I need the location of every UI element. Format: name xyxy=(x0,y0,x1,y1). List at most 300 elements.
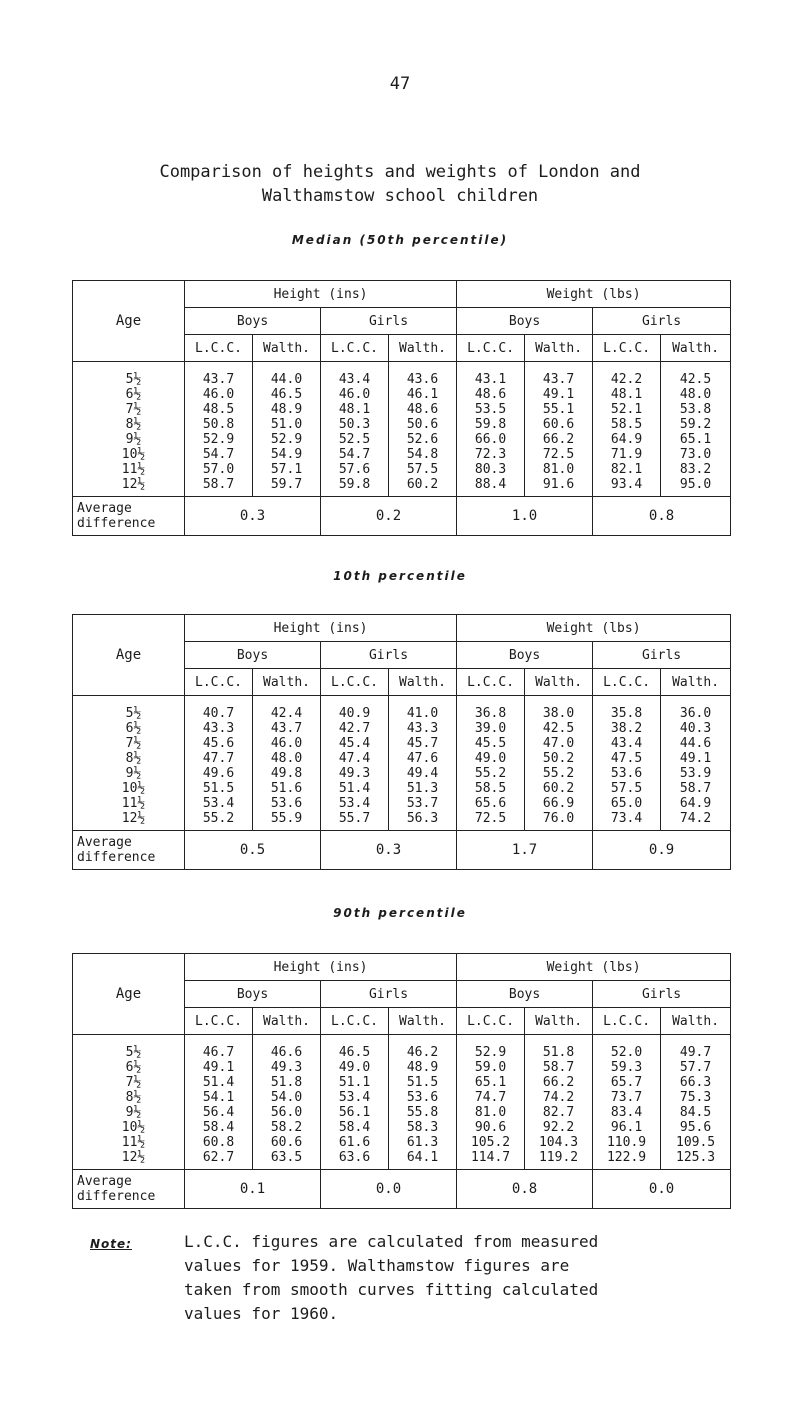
value-cell: 47.6 xyxy=(406,751,439,766)
value-cell: 44.6 xyxy=(679,736,712,751)
value-cell: 53.4 xyxy=(338,1090,371,1105)
lcc-header: L.C.C. xyxy=(457,335,525,362)
lcc-header: L.C.C. xyxy=(593,669,661,696)
age-value: 7½ xyxy=(125,736,142,751)
age-value: 5½ xyxy=(125,372,142,387)
value-cell: 65.7 xyxy=(610,1075,643,1090)
value-cell: 74.7 xyxy=(474,1090,507,1105)
walth-header: Walth. xyxy=(389,335,457,362)
value-cell: 35.8 xyxy=(610,706,643,721)
age-value: 11½ xyxy=(121,1135,146,1150)
note-line-3: taken from smooth curves fitting calculated xyxy=(184,1280,599,1299)
value-cell: 72.5 xyxy=(474,811,507,826)
weight-girls-header: Girls xyxy=(593,642,731,669)
average-difference-row xyxy=(73,831,731,870)
value-cell: 38.0 xyxy=(542,706,575,721)
value-cell: 65.1 xyxy=(679,432,712,447)
value-cell: 65.0 xyxy=(610,796,643,811)
age-value: 10½ xyxy=(121,781,146,796)
height-boys-header: Boys xyxy=(185,308,321,335)
value-cell: 51.0 xyxy=(270,417,303,432)
value-cell: 59.0 xyxy=(474,1060,507,1075)
age-value: 10½ xyxy=(121,447,146,462)
weight-header: Weight (lbs) xyxy=(457,954,731,981)
average-difference-row xyxy=(73,1170,731,1209)
value-cell: 58.4 xyxy=(202,1120,235,1135)
value-cell: 43.7 xyxy=(542,372,575,387)
average-difference-label: Average difference xyxy=(73,497,185,536)
height-boys-header: Boys xyxy=(185,981,321,1008)
value-cell: 55.1 xyxy=(542,402,575,417)
value-cell: 51.5 xyxy=(202,781,235,796)
p90-caption: 90th percentile xyxy=(333,906,467,920)
average-difference-value: 1.7 xyxy=(457,831,593,870)
value-cell: 53.5 xyxy=(474,402,507,417)
age-value: 12½ xyxy=(121,477,146,492)
header-row-measure xyxy=(73,954,731,981)
value-cell: 93.4 xyxy=(610,477,643,492)
value-cell: 46.7 xyxy=(202,1045,235,1060)
walth-header: Walth. xyxy=(253,335,321,362)
value-column xyxy=(321,362,389,497)
value-cell: 53.6 xyxy=(270,796,303,811)
value-cell: 36.0 xyxy=(679,706,712,721)
value-cell: 49.0 xyxy=(474,751,507,766)
value-column xyxy=(593,362,661,497)
average-difference-label: Average difference xyxy=(73,831,185,870)
p90-table xyxy=(72,953,731,1209)
age-value: 6½ xyxy=(125,387,142,402)
lcc-header: L.C.C. xyxy=(593,335,661,362)
walth-header: Walth. xyxy=(661,335,731,362)
value-cell: 58.5 xyxy=(610,417,643,432)
value-cell: 45.5 xyxy=(474,736,507,751)
value-cell: 65.6 xyxy=(474,796,507,811)
value-cell: 55.8 xyxy=(406,1105,439,1120)
walth-header: Walth. xyxy=(661,1008,731,1035)
value-cell: 52.6 xyxy=(406,432,439,447)
height-girls-header: Girls xyxy=(321,308,457,335)
value-cell: 54.7 xyxy=(338,447,371,462)
lcc-header: L.C.C. xyxy=(185,1008,253,1035)
value-cell: 122.9 xyxy=(606,1150,647,1165)
age-value: 9½ xyxy=(125,1105,142,1120)
value-cell: 64.9 xyxy=(610,432,643,447)
age-header: Age xyxy=(73,281,185,362)
value-cell: 60.8 xyxy=(202,1135,235,1150)
value-cell: 51.4 xyxy=(202,1075,235,1090)
value-cell: 58.5 xyxy=(474,781,507,796)
average-difference-value: 0.1 xyxy=(185,1170,321,1209)
value-cell: 82.7 xyxy=(542,1105,575,1120)
value-column xyxy=(253,696,321,831)
value-cell: 46.0 xyxy=(270,736,303,751)
average-difference-label: Average difference xyxy=(73,1170,185,1209)
height-boys-header: Boys xyxy=(185,642,321,669)
value-cell: 55.9 xyxy=(270,811,303,826)
value-cell: 62.7 xyxy=(202,1150,235,1165)
value-cell: 53.9 xyxy=(679,766,712,781)
value-cell: 73.7 xyxy=(610,1090,643,1105)
value-cell: 45.4 xyxy=(338,736,371,751)
lcc-header: L.C.C. xyxy=(321,1008,389,1035)
walth-header: Walth. xyxy=(525,335,593,362)
age-value: 5½ xyxy=(125,1045,142,1060)
height-header: Height (ins) xyxy=(185,615,457,642)
weight-header: Weight (lbs) xyxy=(457,615,731,642)
value-cell: 46.1 xyxy=(406,387,439,402)
p10-caption: 10th percentile xyxy=(333,569,467,583)
value-cell: 49.6 xyxy=(202,766,235,781)
value-cell: 49.1 xyxy=(542,387,575,402)
age-value: 11½ xyxy=(121,462,146,477)
value-cell: 50.6 xyxy=(406,417,439,432)
value-cell: 47.5 xyxy=(610,751,643,766)
value-cell: 53.8 xyxy=(679,402,712,417)
value-cell: 55.7 xyxy=(338,811,371,826)
value-cell: 46.0 xyxy=(202,387,235,402)
average-difference-value: 0.0 xyxy=(321,1170,457,1209)
walth-header: Walth. xyxy=(389,1008,457,1035)
value-cell: 52.1 xyxy=(610,402,643,417)
value-cell: 66.0 xyxy=(474,432,507,447)
weight-header: Weight (lbs) xyxy=(457,281,731,308)
age-value: 12½ xyxy=(121,1150,146,1165)
value-cell: 59.8 xyxy=(474,417,507,432)
age-value: 6½ xyxy=(125,721,142,736)
value-cell: 42.5 xyxy=(679,372,712,387)
value-cell: 53.4 xyxy=(338,796,371,811)
value-cell: 88.4 xyxy=(474,477,507,492)
value-cell: 92.2 xyxy=(542,1120,575,1135)
value-cell: 66.2 xyxy=(542,432,575,447)
value-cell: 45.6 xyxy=(202,736,235,751)
value-cell: 46.2 xyxy=(406,1045,439,1060)
value-cell: 58.3 xyxy=(406,1120,439,1135)
title-line-2: Walthamstow school children xyxy=(261,186,539,206)
value-cell: 46.0 xyxy=(338,387,371,402)
value-cell: 74.2 xyxy=(679,811,712,826)
average-difference-value: 0.3 xyxy=(185,497,321,536)
value-cell: 50.2 xyxy=(542,751,575,766)
header-row-measure xyxy=(73,281,731,308)
weight-girls-header: Girls xyxy=(593,981,731,1008)
value-cell: 44.0 xyxy=(270,372,303,387)
value-cell: 49.3 xyxy=(270,1060,303,1075)
value-cell: 59.2 xyxy=(679,417,712,432)
value-cell: 41.0 xyxy=(406,706,439,721)
value-cell: 66.2 xyxy=(542,1075,575,1090)
value-cell: 73.4 xyxy=(610,811,643,826)
value-cell: 46.5 xyxy=(338,1045,371,1060)
age-column xyxy=(73,362,185,497)
value-cell: 53.4 xyxy=(202,796,235,811)
average-difference-value: 0.9 xyxy=(593,831,731,870)
value-column xyxy=(321,1035,389,1170)
value-cell: 43.7 xyxy=(202,372,235,387)
value-cell: 60.2 xyxy=(406,477,439,492)
age-value: 11½ xyxy=(121,796,146,811)
height-girls-header: Girls xyxy=(321,981,457,1008)
value-cell: 81.0 xyxy=(542,462,575,477)
value-cell: 81.0 xyxy=(474,1105,507,1120)
data-row xyxy=(73,362,731,497)
value-cell: 50.8 xyxy=(202,417,235,432)
value-cell: 56.1 xyxy=(338,1105,371,1120)
value-column xyxy=(525,696,593,831)
age-value: 5½ xyxy=(125,706,142,721)
value-column xyxy=(457,696,525,831)
weight-girls-header: Girls xyxy=(593,308,731,335)
lcc-header: L.C.C. xyxy=(321,335,389,362)
value-cell: 49.4 xyxy=(406,766,439,781)
value-cell: 55.2 xyxy=(202,811,235,826)
value-column xyxy=(389,1035,457,1170)
value-cell: 43.4 xyxy=(338,372,371,387)
average-difference-value: 1.0 xyxy=(457,497,593,536)
value-cell: 114.7 xyxy=(470,1150,511,1165)
value-column xyxy=(525,1035,593,1170)
value-cell: 43.1 xyxy=(474,372,507,387)
value-cell: 58.2 xyxy=(270,1120,303,1135)
value-cell: 74.2 xyxy=(542,1090,575,1105)
value-column xyxy=(253,362,321,497)
value-column xyxy=(389,696,457,831)
lcc-header: L.C.C. xyxy=(185,669,253,696)
value-cell: 51.6 xyxy=(270,781,303,796)
value-cell: 48.1 xyxy=(338,402,371,417)
value-column xyxy=(185,1035,253,1170)
value-cell: 61.6 xyxy=(338,1135,371,1150)
value-column xyxy=(661,696,731,831)
value-cell: 51.5 xyxy=(406,1075,439,1090)
average-difference-value: 0.0 xyxy=(593,1170,731,1209)
value-cell: 90.6 xyxy=(474,1120,507,1135)
weight-boys-header: Boys xyxy=(457,642,593,669)
value-cell: 48.1 xyxy=(610,387,643,402)
document-title xyxy=(0,160,800,208)
walth-header: Walth. xyxy=(253,669,321,696)
value-cell: 76.0 xyxy=(542,811,575,826)
height-header: Height (ins) xyxy=(185,954,457,981)
value-cell: 48.6 xyxy=(474,387,507,402)
value-cell: 66.9 xyxy=(542,796,575,811)
value-cell: 55.2 xyxy=(474,766,507,781)
value-cell: 56.4 xyxy=(202,1105,235,1120)
age-value: 12½ xyxy=(121,811,146,826)
value-cell: 109.5 xyxy=(676,1135,716,1150)
value-cell: 49.7 xyxy=(679,1045,712,1060)
walth-header: Walth. xyxy=(253,1008,321,1035)
value-column xyxy=(457,1035,525,1170)
walth-header: Walth. xyxy=(389,669,457,696)
data-row xyxy=(73,696,731,831)
value-cell: 84.5 xyxy=(679,1105,712,1120)
age-value: 8½ xyxy=(125,751,142,766)
value-cell: 119.2 xyxy=(538,1150,579,1165)
value-column xyxy=(185,696,253,831)
value-cell: 51.3 xyxy=(406,781,439,796)
value-cell: 83.2 xyxy=(679,462,712,477)
average-difference-value: 0.8 xyxy=(593,497,731,536)
value-column xyxy=(185,362,253,497)
value-column xyxy=(661,1035,731,1170)
value-cell: 53.7 xyxy=(406,796,439,811)
value-cell: 104.3 xyxy=(538,1135,579,1150)
value-cell: 56.0 xyxy=(270,1105,303,1120)
value-cell: 65.1 xyxy=(474,1075,507,1090)
value-cell: 47.4 xyxy=(338,751,371,766)
title-line-1: Comparison of heights and weights of London and xyxy=(159,162,641,182)
value-cell: 51.1 xyxy=(338,1075,371,1090)
value-cell: 49.1 xyxy=(679,751,712,766)
value-cell: 80.3 xyxy=(474,462,507,477)
walth-header: Walth. xyxy=(525,1008,593,1035)
average-difference-row xyxy=(73,497,731,536)
value-cell: 83.4 xyxy=(610,1105,643,1120)
value-cell: 48.5 xyxy=(202,402,235,417)
age-value: 6½ xyxy=(125,1060,142,1075)
value-cell: 57.1 xyxy=(270,462,303,477)
value-cell: 52.9 xyxy=(202,432,235,447)
value-cell: 105.2 xyxy=(470,1135,511,1150)
value-cell: 53.6 xyxy=(610,766,643,781)
value-cell: 47.7 xyxy=(202,751,235,766)
value-cell: 60.2 xyxy=(542,781,575,796)
value-cell: 61.3 xyxy=(406,1135,439,1150)
weight-boys-header: Boys xyxy=(457,981,593,1008)
value-cell: 51.8 xyxy=(270,1075,303,1090)
value-cell: 54.9 xyxy=(270,447,303,462)
value-cell: 57.6 xyxy=(338,462,371,477)
page-number: 47 xyxy=(389,74,411,94)
value-cell: 48.9 xyxy=(406,1060,439,1075)
value-cell: 39.0 xyxy=(474,721,507,736)
value-cell: 36.8 xyxy=(474,706,507,721)
lcc-header: L.C.C. xyxy=(593,1008,661,1035)
value-cell: 51.4 xyxy=(338,781,371,796)
value-cell: 56.3 xyxy=(406,811,439,826)
value-cell: 48.9 xyxy=(270,402,303,417)
value-cell: 57.5 xyxy=(610,781,643,796)
lcc-header: L.C.C. xyxy=(321,669,389,696)
note-text xyxy=(184,1230,704,1326)
age-value: 10½ xyxy=(121,1120,146,1135)
value-cell: 95.6 xyxy=(679,1120,712,1135)
value-cell: 55.2 xyxy=(542,766,575,781)
value-column xyxy=(593,696,661,831)
age-value: 7½ xyxy=(125,1075,142,1090)
value-cell: 52.0 xyxy=(610,1045,643,1060)
age-value: 9½ xyxy=(125,766,142,781)
value-cell: 63.6 xyxy=(338,1150,371,1165)
value-column xyxy=(525,362,593,497)
value-cell: 95.0 xyxy=(679,477,712,492)
value-cell: 60.6 xyxy=(542,417,575,432)
note-line-1: L.C.C. figures are calculated from measured xyxy=(184,1232,599,1251)
age-value: 8½ xyxy=(125,417,142,432)
value-cell: 42.2 xyxy=(610,372,643,387)
median-table xyxy=(72,280,731,536)
lcc-header: L.C.C. xyxy=(185,335,253,362)
weight-boys-header: Boys xyxy=(457,308,593,335)
value-cell: 42.5 xyxy=(542,721,575,736)
value-column xyxy=(593,1035,661,1170)
value-cell: 58.7 xyxy=(679,781,712,796)
note-line-2: values for 1959. Walthamstow figures are xyxy=(184,1256,570,1275)
value-cell: 72.3 xyxy=(474,447,507,462)
value-cell: 43.3 xyxy=(202,721,235,736)
value-cell: 54.7 xyxy=(202,447,235,462)
value-cell: 46.6 xyxy=(270,1045,303,1060)
value-cell: 51.8 xyxy=(542,1045,575,1060)
value-cell: 59.8 xyxy=(338,477,371,492)
median-caption: Median (50th percentile) xyxy=(291,233,509,247)
value-cell: 43.6 xyxy=(406,372,439,387)
value-cell: 91.6 xyxy=(542,477,575,492)
average-difference-value: 0.5 xyxy=(185,831,321,870)
value-cell: 40.9 xyxy=(338,706,371,721)
value-cell: 49.8 xyxy=(270,766,303,781)
value-cell: 49.3 xyxy=(338,766,371,781)
value-cell: 57.7 xyxy=(679,1060,712,1075)
value-cell: 48.0 xyxy=(270,751,303,766)
value-column xyxy=(661,362,731,497)
value-cell: 45.7 xyxy=(406,736,439,751)
note-line-4: values for 1960. xyxy=(184,1304,339,1323)
value-column xyxy=(321,696,389,831)
value-column xyxy=(253,1035,321,1170)
age-value: 7½ xyxy=(125,402,142,417)
p10-table xyxy=(72,614,731,870)
value-cell: 40.3 xyxy=(679,721,712,736)
value-cell: 50.3 xyxy=(338,417,371,432)
value-cell: 54.1 xyxy=(202,1090,235,1105)
value-cell: 52.9 xyxy=(270,432,303,447)
value-cell: 52.9 xyxy=(474,1045,507,1060)
average-difference-value: 0.3 xyxy=(321,831,457,870)
value-column xyxy=(457,362,525,497)
value-cell: 110.9 xyxy=(606,1135,647,1150)
value-cell: 47.0 xyxy=(542,736,575,751)
value-cell: 72.5 xyxy=(542,447,575,462)
age-column xyxy=(73,696,185,831)
value-cell: 49.0 xyxy=(338,1060,371,1075)
value-cell: 43.7 xyxy=(270,721,303,736)
lcc-header: L.C.C. xyxy=(457,1008,525,1035)
value-column xyxy=(389,362,457,497)
lcc-header: L.C.C. xyxy=(457,669,525,696)
value-cell: 48.0 xyxy=(679,387,712,402)
value-cell: 46.5 xyxy=(270,387,303,402)
value-cell: 58.4 xyxy=(338,1120,371,1135)
value-cell: 64.1 xyxy=(406,1150,439,1165)
value-cell: 43.3 xyxy=(406,721,439,736)
age-header: Age xyxy=(73,615,185,696)
walth-header: Walth. xyxy=(661,669,731,696)
note-label: Note: xyxy=(90,1237,132,1251)
age-value: 9½ xyxy=(125,432,142,447)
value-cell: 66.3 xyxy=(679,1075,712,1090)
value-cell: 52.5 xyxy=(338,432,371,447)
value-cell: 63.5 xyxy=(270,1150,303,1165)
value-cell: 54.8 xyxy=(406,447,439,462)
value-cell: 48.6 xyxy=(406,402,439,417)
value-cell: 54.0 xyxy=(270,1090,303,1105)
value-cell: 57.0 xyxy=(202,462,235,477)
value-cell: 40.7 xyxy=(202,706,235,721)
value-cell: 58.7 xyxy=(542,1060,575,1075)
